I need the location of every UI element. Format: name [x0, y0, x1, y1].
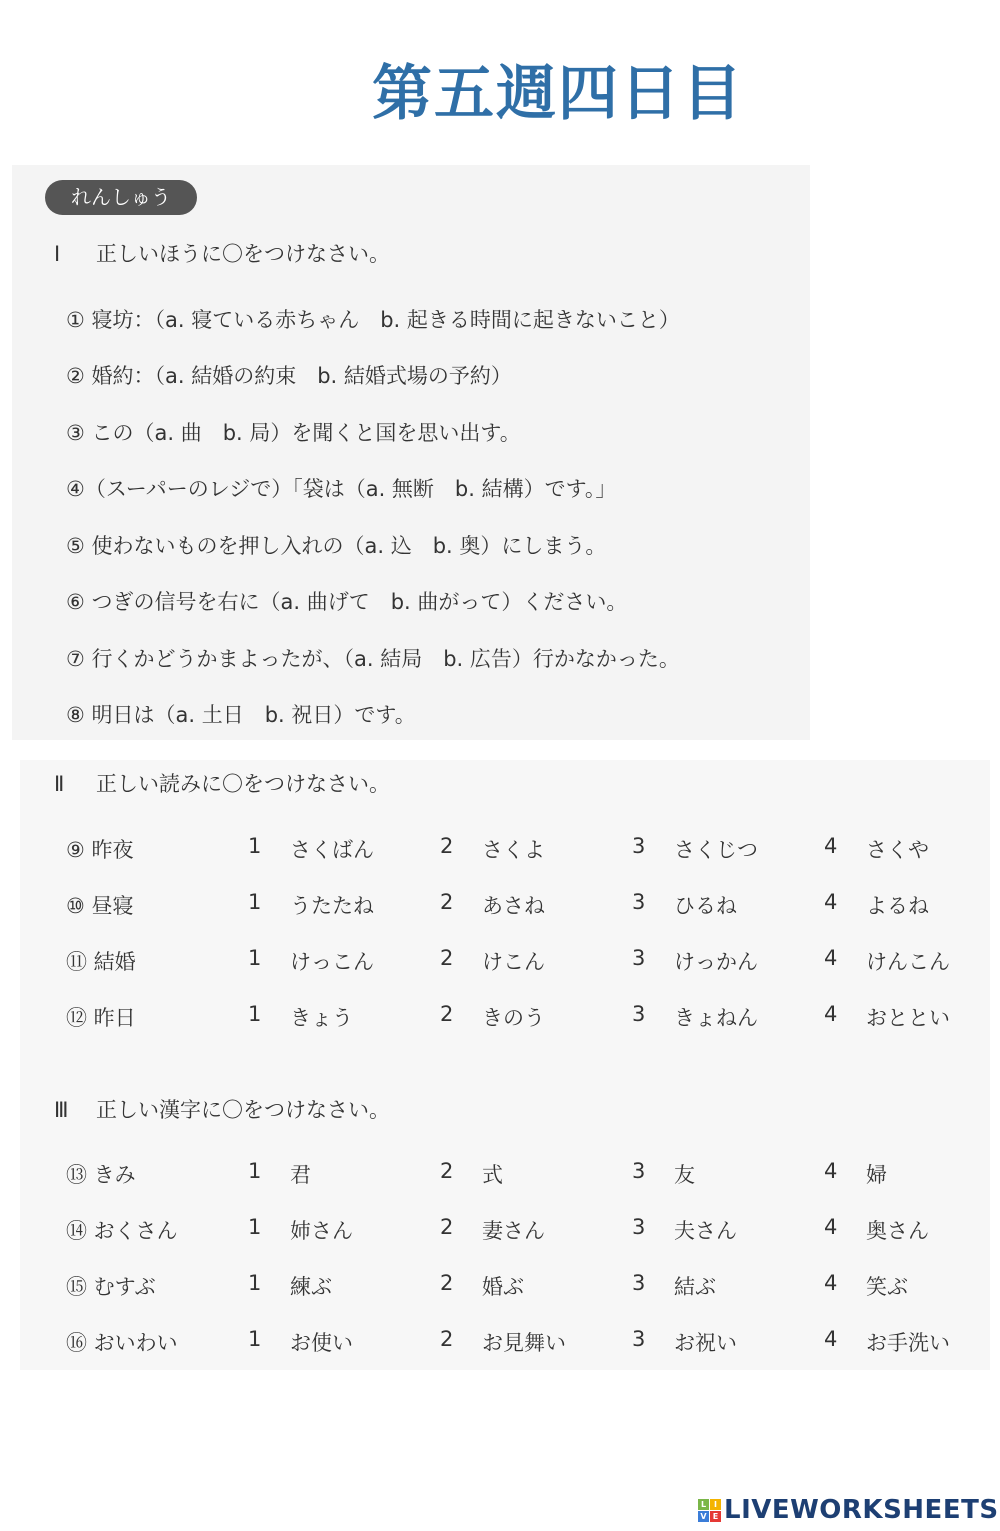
- question-item[interactable]: ③ この（a. 曲 b. 局）を聞くと国を思い出す。: [66, 421, 521, 445]
- option-choice[interactable]: 婚ぶ: [482, 1275, 524, 1299]
- option-choice[interactable]: よるね: [866, 894, 929, 918]
- option-number: 3: [632, 1215, 646, 1239]
- option-number: 2: [440, 890, 454, 914]
- option-number: 1: [248, 946, 262, 970]
- practice-badge: れんしゅう: [45, 180, 197, 215]
- option-choice[interactable]: 結ぶ: [674, 1275, 716, 1299]
- option-number: 1: [248, 1002, 262, 1026]
- option-choice[interactable]: けっかん: [674, 950, 758, 974]
- option-choice[interactable]: さくや: [866, 838, 929, 862]
- question-item[interactable]: ⑥ つぎの信号を右に（a. 曲げて b. 曲がって）ください。: [66, 590, 628, 614]
- liveworksheets-logo[interactable]: [698, 1495, 999, 1525]
- option-number: 2: [440, 946, 454, 970]
- option-choice[interactable]: 君: [290, 1163, 311, 1187]
- option-number: 1: [248, 1327, 262, 1351]
- option-number: 2: [440, 1159, 454, 1183]
- option-number: 4: [824, 1327, 838, 1351]
- option-choice[interactable]: さくじつ: [674, 838, 758, 862]
- option-number: 4: [824, 1215, 838, 1239]
- option-number: 1: [248, 1271, 262, 1295]
- option-choice[interactable]: 奥さん: [866, 1219, 929, 1243]
- logo-text: LIVEWORKSHEETS: [724, 1495, 999, 1525]
- question-label: ⑬ きみ: [66, 1163, 136, 1187]
- question-label: ⑨ 昨夜: [66, 838, 134, 862]
- option-number: 4: [824, 1271, 838, 1295]
- option-choice[interactable]: お使い: [290, 1331, 353, 1355]
- option-choice[interactable]: けっこん: [290, 950, 374, 974]
- section-instruction: 正しい漢字に〇をつけなさい。: [96, 1098, 390, 1122]
- question-label: ⑪ 結婚: [66, 950, 136, 974]
- logo-block: V: [698, 1511, 709, 1522]
- question-row: [66, 1159, 986, 1189]
- option-number: 3: [632, 1002, 646, 1026]
- option-number: 2: [440, 1215, 454, 1239]
- question-item[interactable]: ① 寝坊：（a. 寝ている赤ちゃん b. 起きる時間に起きないこと）: [66, 308, 680, 332]
- option-number: 3: [632, 946, 646, 970]
- option-choice[interactable]: 妻さん: [482, 1219, 545, 1243]
- section-instruction: 正しい読みに〇をつけなさい。: [96, 772, 390, 796]
- question-item[interactable]: ⑦ 行くかどうかまよったが、（a. 結局 b. 広告）行かなかった。: [66, 647, 680, 671]
- option-choice[interactable]: 笑ぶ: [866, 1275, 908, 1299]
- option-number: 4: [824, 834, 838, 858]
- option-choice[interactable]: 姉さん: [290, 1219, 353, 1243]
- option-choice[interactable]: けこん: [482, 950, 545, 974]
- question-item[interactable]: ② 婚約：（a. 結婚の約束 b. 結婚式場の予約）: [66, 364, 512, 388]
- option-choice[interactable]: さくよ: [482, 838, 545, 862]
- question-row: [66, 946, 986, 976]
- option-number: 2: [440, 1327, 454, 1351]
- section-numeral: Ⅲ: [54, 1098, 69, 1122]
- option-number: 4: [824, 946, 838, 970]
- section-numeral: Ⅱ: [54, 772, 65, 796]
- question-label: ⑩ 昼寝: [66, 894, 134, 918]
- section-numeral: I: [54, 242, 61, 266]
- question-row: [66, 1271, 986, 1301]
- question-row: [66, 1327, 986, 1357]
- option-choice[interactable]: あさね: [482, 894, 545, 918]
- option-choice[interactable]: きょう: [290, 1006, 353, 1030]
- option-number: 1: [248, 890, 262, 914]
- option-number: 1: [248, 834, 262, 858]
- section-3-header: [54, 1094, 390, 1124]
- page-title: 第五週四日目: [372, 59, 744, 129]
- question-item[interactable]: ⑤ 使わないものを押し入れの（a. 込 b. 奥）にしまう。: [66, 534, 607, 558]
- option-choice[interactable]: けんこん: [866, 950, 950, 974]
- option-choice[interactable]: 婦: [866, 1163, 887, 1187]
- option-number: 1: [248, 1159, 262, 1183]
- option-number: 3: [632, 1327, 646, 1351]
- question-row: [66, 1215, 986, 1245]
- option-number: 4: [824, 890, 838, 914]
- option-choice[interactable]: 練ぶ: [290, 1275, 332, 1299]
- question-item[interactable]: ④（スーパーのレジで）「袋は（a. 無断 b. 結構）です。」: [66, 477, 617, 501]
- option-number: 3: [632, 834, 646, 858]
- question-row: [66, 890, 986, 920]
- option-choice[interactable]: お手洗い: [866, 1331, 950, 1355]
- option-number: 3: [632, 1159, 646, 1183]
- section-instruction: 正しいほうに〇をつけなさい。: [96, 242, 390, 266]
- option-number: 4: [824, 1159, 838, 1183]
- option-choice[interactable]: お祝い: [674, 1331, 737, 1355]
- section-2-header: [54, 768, 390, 798]
- section-1-header: [54, 238, 390, 268]
- question-label: ⑮ むすぶ: [66, 1275, 156, 1299]
- logo-blocks-icon: [698, 1499, 721, 1522]
- option-number: 4: [824, 1002, 838, 1026]
- option-choice[interactable]: うたたね: [290, 894, 374, 918]
- option-choice[interactable]: さくばん: [290, 838, 374, 862]
- option-choice[interactable]: ひるね: [674, 894, 737, 918]
- option-number: 3: [632, 1271, 646, 1295]
- logo-block: L: [698, 1499, 709, 1510]
- option-number: 3: [632, 890, 646, 914]
- question-label: ⑯ おいわい: [66, 1331, 178, 1355]
- question-row: [66, 834, 986, 864]
- option-choice[interactable]: 友: [674, 1163, 695, 1187]
- option-choice[interactable]: 夫さん: [674, 1219, 737, 1243]
- option-number: 1: [248, 1215, 262, 1239]
- option-choice[interactable]: おととい: [866, 1006, 950, 1030]
- question-label: ⑫ 昨日: [66, 1006, 136, 1030]
- option-number: 2: [440, 834, 454, 858]
- option-number: 2: [440, 1002, 454, 1026]
- option-choice[interactable]: きのう: [482, 1006, 545, 1030]
- question-item[interactable]: ⑧ 明日は（a. 土日 b. 祝日）です。: [66, 703, 416, 727]
- logo-block: I: [710, 1499, 721, 1510]
- option-choice[interactable]: きょねん: [674, 1006, 758, 1030]
- question-label: ⑭ おくさん: [66, 1219, 178, 1243]
- logo-block: E: [710, 1511, 721, 1522]
- option-choice[interactable]: お見舞い: [482, 1331, 566, 1355]
- option-number: 2: [440, 1271, 454, 1295]
- question-row: [66, 1002, 986, 1032]
- option-choice[interactable]: 式: [482, 1163, 503, 1187]
